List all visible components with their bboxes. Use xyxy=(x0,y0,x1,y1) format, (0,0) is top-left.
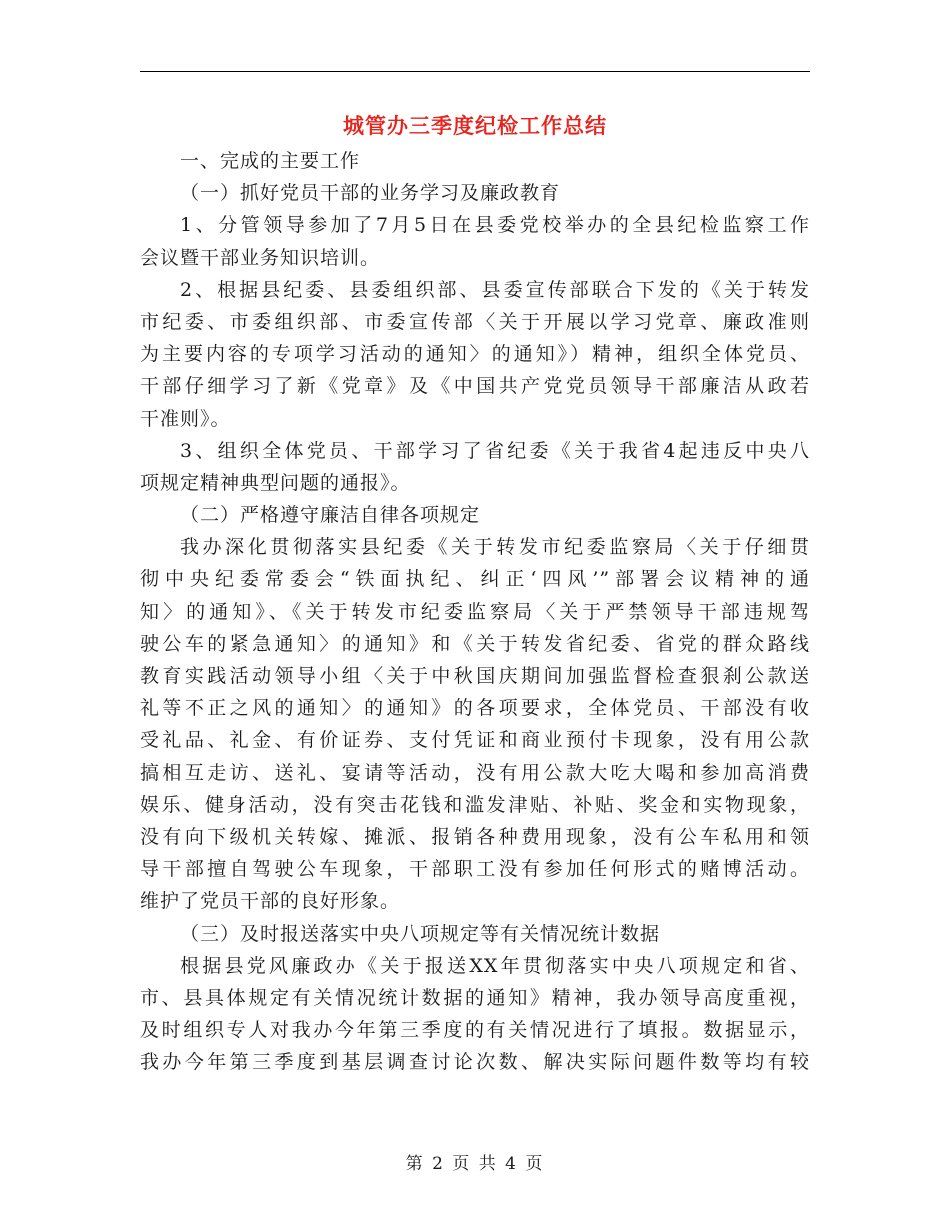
paragraph-line: 根据县党风廉政办《关于报送XX年贯彻落实中央八项规定和省、 xyxy=(180,954,810,977)
page-suffix: 页 xyxy=(525,1154,545,1174)
paragraph-line: 驶公车的紧急通知〉的通知》和《关于转发省纪委、省党的群众路线 xyxy=(140,632,810,655)
paragraph-line: 彻中央纪委常委会“铁面执纪、纠正‘四风’”部署会议精神的通 xyxy=(140,568,810,591)
paragraph-line: 我办深化贯彻落实县纪委《关于转发市纪委监察局〈关于仔细贯 xyxy=(180,536,810,559)
paragraph-line: 我办今年第三季度到基层调查讨论次数、解决实际问题件数等均有较 xyxy=(140,1051,810,1074)
paragraph-line: 维护了党员干部的良好形象。 xyxy=(140,890,401,913)
page-mid: 页 共 xyxy=(452,1154,498,1174)
paragraph-line: 教育实践活动领导小组〈关于中秋国庆期间加强监督检查狠刹公款送 xyxy=(140,665,810,687)
paragraph-line: 导干部擅自驾驶公车现象，干部职工没有参加任何形式的赌博活动。 xyxy=(140,858,810,881)
paragraph-line: 会议暨干部业务知识培训。 xyxy=(140,246,381,269)
document-body xyxy=(140,145,810,1078)
subsection-heading: （一）抓好党员干部的业务学习及廉政教育 xyxy=(180,182,561,205)
paragraph-line: 干准则》。 xyxy=(140,407,231,430)
header-rule xyxy=(140,71,810,72)
page-current: 2 xyxy=(432,1154,445,1174)
paragraph-line: 项规定精神典型问题的通报》。 xyxy=(140,471,411,494)
paragraph-line: 2、根据县纪委、县委组织部、县委宣传部联合下发的《关于转发 xyxy=(180,278,810,301)
paragraph-line: 3、组织全体党员、干部学习了省纪委《关于我省4起违反中央八 xyxy=(180,439,810,462)
paragraph-line: 1、分管领导参加了7月5日在县委党校举办的全县纪检监察工作 xyxy=(180,214,810,237)
subsection-heading: （二）严格遵守廉洁自律各项规定 xyxy=(180,504,481,527)
paragraph-line: 娱乐、健身活动，没有突击花钱和滥发津贴、补贴、奖金和实物现象， xyxy=(140,793,810,816)
page-prefix: 第 xyxy=(405,1154,425,1174)
section-heading: 一、完成的主要工作 xyxy=(180,150,361,172)
paragraph-line: 为主要内容的专项学习活动的通知〉的通知》）精神，组织全体党员、 xyxy=(140,343,810,366)
document-title: 城管办三季度纪检工作总结 xyxy=(343,113,607,138)
page-number-footer xyxy=(0,1152,950,1176)
paragraph-line: 没有向下级机关转嫁、摊派、报销各种费用现象，没有公车私用和领 xyxy=(140,825,810,848)
paragraph-line: 市、县具体规定有关情况统计数据的通知》精神，我办领导高度重视， xyxy=(140,986,810,1009)
paragraph-line: 搞相互走访、送礼、宴请等活动，没有用公款大吃大喝和参加高消费 xyxy=(140,761,810,784)
paragraph-line: 干部仔细学习了新《党章》及《中国共产党党员领导干部廉洁从政若 xyxy=(140,375,810,398)
paragraph-line: 及时组织专人对我办今年第三季度的有关情况进行了填报。数据显示， xyxy=(140,1019,810,1042)
subsection-heading: （三）及时报送落实中央八项规定等有关情况统计数据 xyxy=(180,922,661,945)
paragraph-line: 知〉的通知》、《关于转发市纪委监察局〈关于严禁领导干部违规驾 xyxy=(140,600,810,623)
paragraph-line: 礼等不正之风的通知〉的通知》的各项要求，全体党员、干部没有收 xyxy=(140,697,810,720)
page-total: 4 xyxy=(505,1154,518,1174)
paragraph-line: 市纪委、市委组织部、市委宣传部〈关于开展以学习党章、廉政准则 xyxy=(140,310,810,333)
paragraph-line: 受礼品、礼金、有价证券、支付凭证和商业预付卡现象，没有用公款 xyxy=(140,729,810,752)
